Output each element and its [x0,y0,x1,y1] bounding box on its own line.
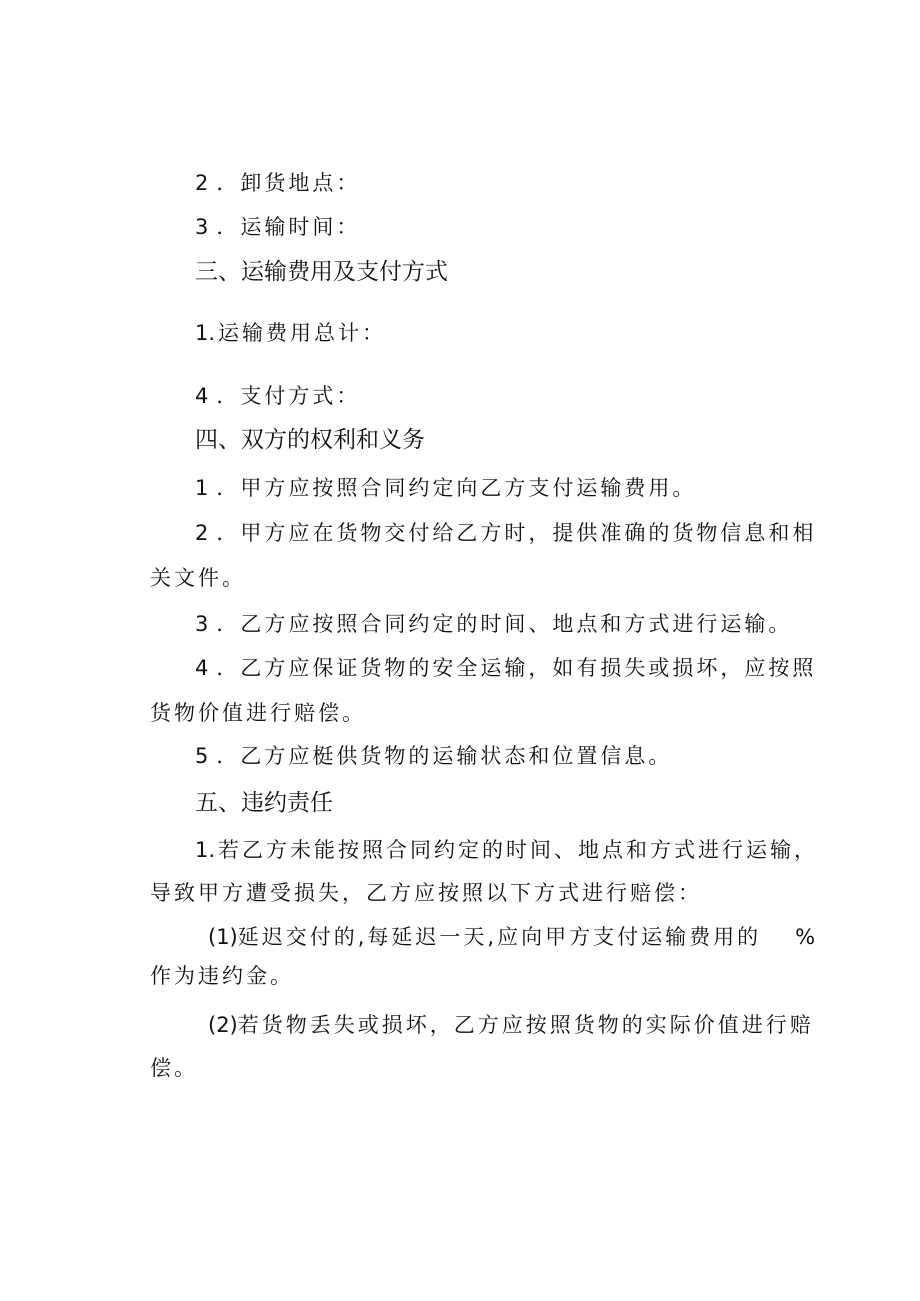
clause-5-1-sub-2-continuation: 偿。 [150,1056,198,1080]
clause-5-1-continuation: 导致甲方遭受损失，乙方应按照以下方式进行赔偿： [150,881,702,905]
clause-number: 2 [195,171,209,195]
percent-sign: % [795,925,819,949]
section-5-heading: 五、违约责任 [195,790,333,816]
clause-4-2 [195,518,816,548]
clause-5-1-sub-1 [208,922,818,952]
sub-clause-label: (2) [208,1013,238,1037]
clause-4-4-continuation: 货物价值进行赔偿。 [150,701,366,725]
clause-number: 1 [195,838,209,862]
sub-clause-text: 延迟交付的,每延迟一天,应向甲方支付运输费用的 [237,925,762,949]
clause-3-1-total-cost [195,318,386,348]
clause-number: 3 [195,612,209,636]
clause-4-1 [195,473,696,503]
clause-5-1 [195,835,818,865]
clause-number: 2 [195,521,209,545]
clause-text: ．乙方应按照合同约定的时间、地点和方式进行运输。 [216,612,793,636]
clause-text: ．运输时间： [216,215,361,239]
clause-text: ．卸货地点： [216,171,361,195]
clause-2-unloading-location [195,168,360,198]
clause-4-5 [195,741,672,771]
clause-number: 3 [195,215,209,239]
clause-text: ．乙方应梃供货物的运输状态和位置信息。 [216,744,673,768]
clause-text: .运输费用总计： [208,321,387,345]
clause-5-1-sub-1-continuation: 作为违约金。 [150,964,294,988]
clause-text: .若乙方未能按照合同约定的时间、地点和方式进行运输， [208,838,819,862]
sub-clause-text: 若货物丢失或损坏，乙方应按照货物的实际价值进行赔 [237,1013,814,1037]
clause-number: 5 [195,744,209,768]
clause-text: ．乙方应保证货物的安全运输，如有损失或损坏，应按照 [216,656,817,680]
clause-3-transport-time [195,212,360,242]
clause-number: 4 [195,384,209,408]
clause-5-1-sub-2 [208,1010,814,1040]
clause-number: 4 [195,656,209,680]
clause-number: 1 [195,321,209,345]
clause-4-4 [195,653,816,683]
sub-clause-label: (1) [208,925,238,949]
clause-number: 1 [195,476,209,500]
clause-4-3 [195,609,792,639]
clause-text: ．支付方式： [216,384,361,408]
clause-text: ．甲方应在货物交付给乙方时，提供准确的货物信息和相 [216,521,817,545]
clause-text: ．甲方应按照合同约定向乙方支付运输费用。 [216,476,697,500]
section-3-heading: 三、运输费用及支付方式 [195,259,448,285]
clause-3-4-payment-method [195,381,360,411]
clause-4-2-continuation: 关文件。 [150,566,246,590]
section-4-heading: 四、双方的权利和义务 [195,427,425,453]
